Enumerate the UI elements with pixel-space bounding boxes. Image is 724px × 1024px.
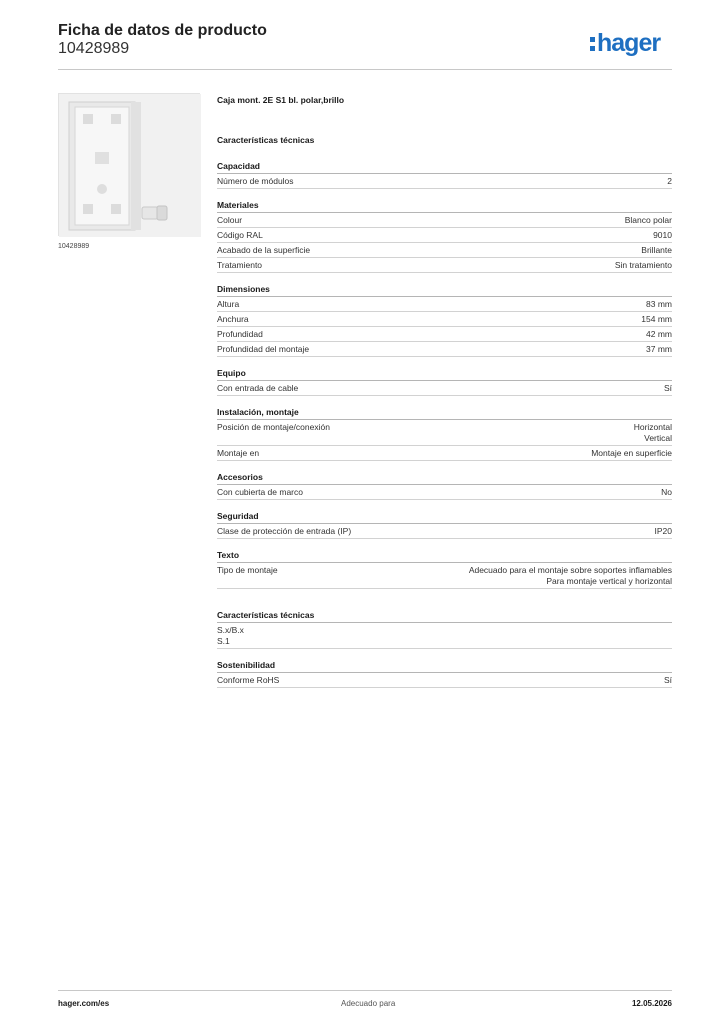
product-number: 10428989 — [58, 40, 130, 57]
spec-value: IP20 — [654, 526, 672, 536]
spec-label: Clase de protección de entrada (IP) — [217, 526, 352, 536]
section-heading: Características técnicas — [217, 609, 672, 623]
image-caption: 10428989 — [58, 243, 90, 250]
section-heading: Accesorios — [217, 471, 672, 485]
section-heading: Seguridad — [217, 510, 672, 524]
tech-line: S.x/B.x — [217, 625, 244, 635]
spec-value-line: Horizontal — [633, 422, 672, 432]
spec-label: Conforme RoHS — [217, 675, 280, 685]
spec-value: Sí — [663, 383, 672, 393]
spec-value-line: Para montaje vertical y horizontal — [546, 576, 672, 586]
spec-row — [217, 174, 672, 189]
spec-value: 83 mm — [646, 299, 672, 309]
section-capacidad — [217, 160, 672, 189]
spec-value: 37 mm — [646, 344, 672, 354]
spec-row — [217, 420, 672, 446]
spec-row — [217, 673, 672, 688]
spec-value: 42 mm — [646, 329, 672, 339]
spec-label: Con entrada de cable — [217, 383, 299, 393]
section-heading: Instalación, montaje — [217, 406, 672, 420]
page-title: Ficha de datos de producto — [58, 22, 267, 39]
spec-row — [217, 297, 672, 312]
section-heading: Capacidad — [217, 160, 672, 174]
spec-row — [217, 381, 672, 396]
footer-middle-text: Adecuado para — [341, 999, 396, 1008]
spec-label: Colour — [217, 215, 243, 225]
tech-line: S.1 — [217, 636, 230, 646]
spec-label: Profundidad — [217, 329, 263, 339]
section-seguridad — [217, 510, 672, 539]
spec-value: 2 — [667, 176, 672, 186]
spec-label: Número de módulos — [217, 176, 294, 186]
spec-label: Acabado de la superficie — [217, 245, 311, 255]
spec-value: Brillante — [641, 245, 672, 255]
tech-lines — [217, 623, 672, 649]
spec-row — [217, 342, 672, 357]
spec-row — [217, 327, 672, 342]
section-caracteristicas-tecnicas — [217, 609, 672, 649]
product-name: Caja mont. 2E S1 bl. polar,brillo — [217, 95, 345, 105]
section-heading: Equipo — [217, 367, 672, 381]
spec-label: Tipo de montaje — [217, 565, 278, 575]
spec-label: Profundidad del montaje — [217, 344, 310, 354]
spec-value: Blanco polar — [624, 215, 672, 225]
spec-row — [217, 228, 672, 243]
section-texto — [217, 549, 672, 589]
spec-label: Posición de montaje/conexión — [217, 422, 330, 432]
spec-content — [217, 95, 672, 688]
spec-row — [217, 524, 672, 539]
section-sostenibilidad — [217, 659, 672, 688]
section-heading: Materiales — [217, 199, 672, 213]
main-heading: Características técnicas — [217, 135, 315, 145]
section-heading: Sostenibilidad — [217, 659, 672, 673]
spec-value: 9010 — [653, 230, 672, 240]
logo-text: hager — [597, 29, 661, 57]
footer-date: 12.05.2026 — [631, 999, 672, 1008]
spec-value-multiline — [469, 565, 672, 587]
section-heading: Dimensiones — [217, 283, 672, 297]
spec-value-line: Adecuado para el montaje sobre soportes inflamables — [468, 565, 672, 575]
section-equipo — [217, 367, 672, 396]
spec-label: Montaje en — [217, 448, 260, 458]
spec-row — [217, 243, 672, 258]
spec-row — [217, 213, 672, 228]
spec-label: Con cubierta de marco — [217, 487, 303, 497]
section-accesorios — [217, 471, 672, 500]
spec-label: Código RAL — [217, 230, 263, 240]
spec-row — [217, 485, 672, 500]
section-heading: Texto — [217, 549, 672, 563]
spec-row — [217, 563, 672, 589]
spec-label: Tratamiento — [217, 260, 263, 270]
spec-value-line: Vertical — [644, 433, 672, 443]
hager-logo — [590, 25, 672, 59]
spec-value: Montaje en superficie — [591, 448, 672, 458]
spec-value: Sin tratamiento — [614, 260, 672, 270]
page-header — [58, 22, 672, 70]
spec-value: Sí — [663, 675, 672, 685]
section-dimensiones — [217, 283, 672, 357]
spec-label: Anchura — [217, 314, 249, 324]
spec-row — [217, 446, 672, 461]
spec-value: 154 mm — [641, 314, 672, 324]
section-instalacion — [217, 406, 672, 461]
spec-value: No — [661, 487, 672, 497]
spec-row — [217, 258, 672, 273]
product-image — [58, 93, 200, 236]
spec-label: Altura — [217, 299, 240, 309]
footer-website-link[interactable]: hager.com/es — [58, 999, 110, 1008]
spec-value-multiline — [634, 422, 672, 444]
page-footer — [58, 990, 672, 1010]
section-materiales — [217, 199, 672, 273]
spec-row — [217, 312, 672, 327]
